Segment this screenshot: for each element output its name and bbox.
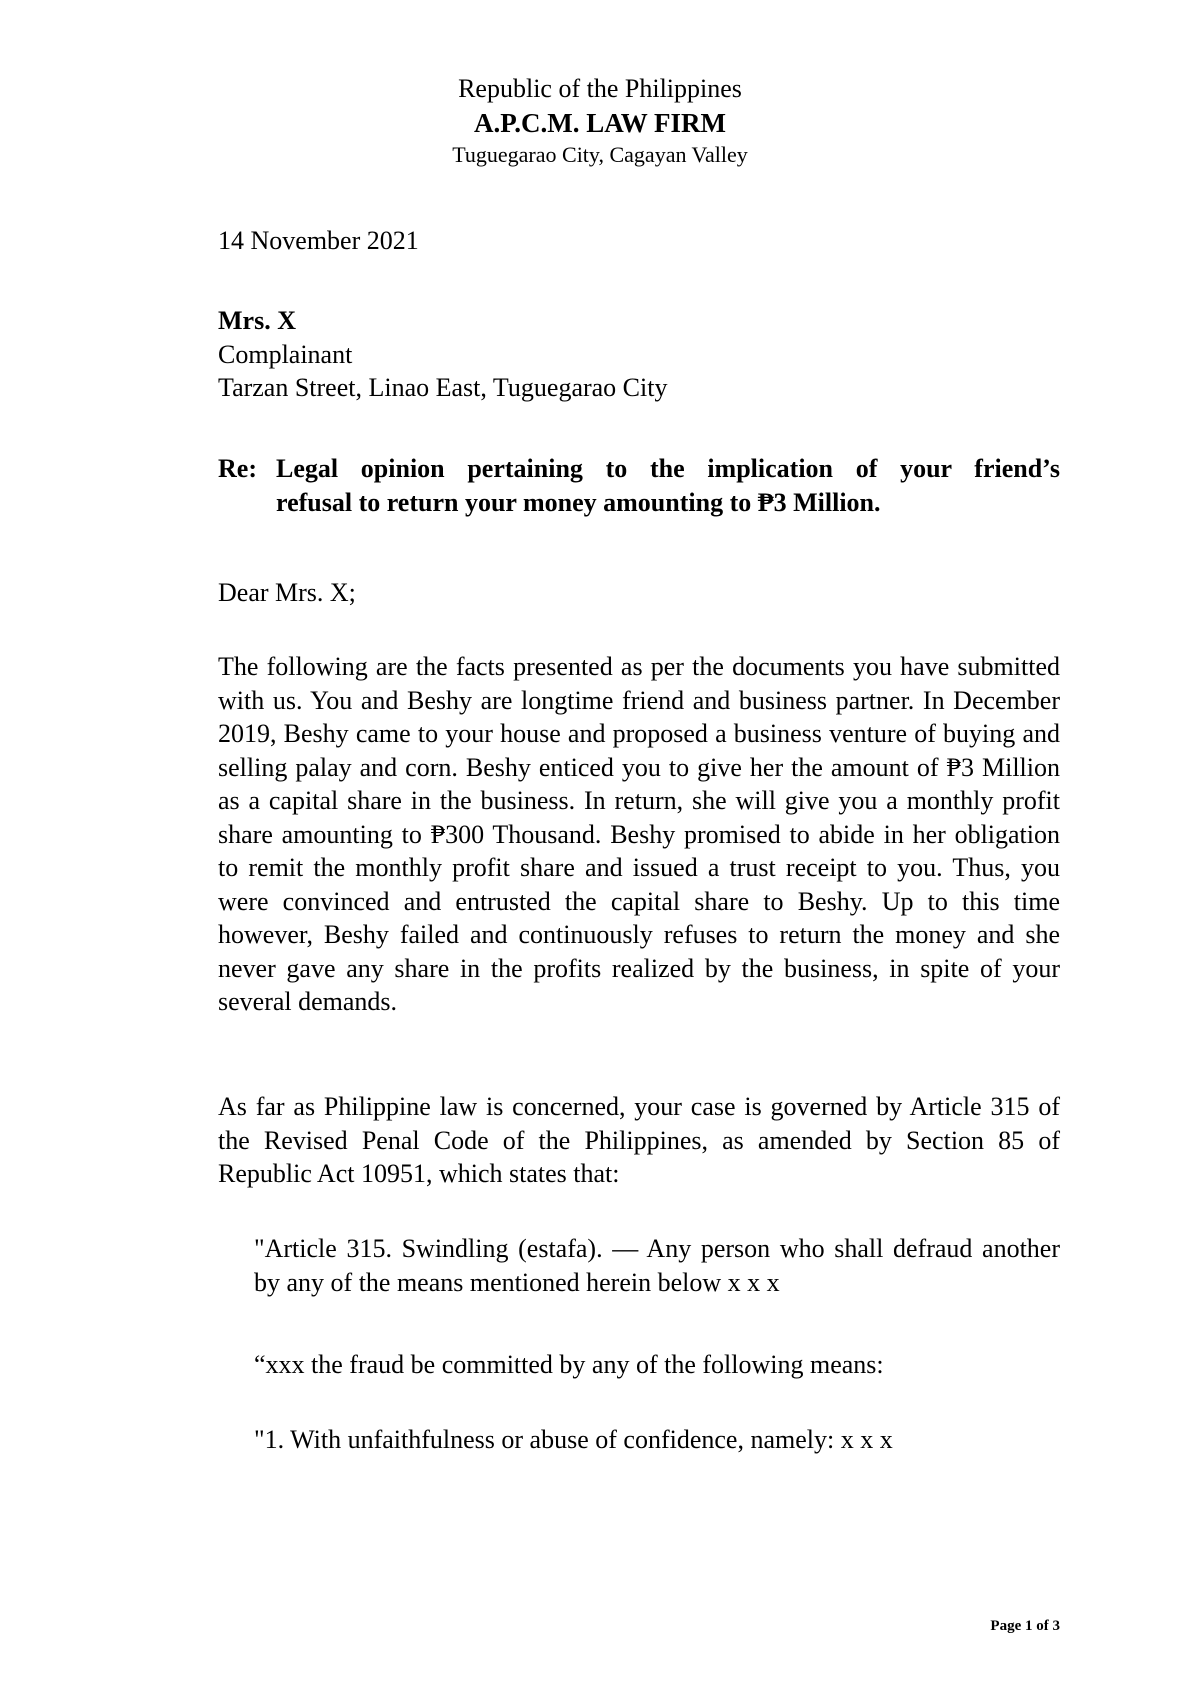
recipient-block xyxy=(218,304,1060,405)
facts-paragraph: The following are the facts presented as per the documents you have submitted with us. You and Beshy are longtime friend and business partner. In December 2019, Beshy came to your house and proposed a business venture of buying and selling palay and corn. Beshy enticed you to give her the amount of ₱3 Million as a capital share in the business. In return, she will give you a monthly profit share amounting to ₱300 Thousand. Beshy promised to abide in her obligation to remit the monthly profit share and issued a trust receipt to you. Thus, you were convinced and entrusted the capital share to Beshy. Up to this time however, Beshy failed and continuously refuses to return the money and she never gave any share in the profits realized by the business, in spite of your several demands. xyxy=(218,652,1060,1016)
quote-fraud-means: “xxx the fraud be committed by any of the following means: xyxy=(254,1350,884,1379)
letterhead-firm-name: A.P.C.M. LAW FIRM xyxy=(473,108,726,138)
letterhead xyxy=(0,72,1200,170)
recipient-address: Tarzan Street, Linao East, Tuguegarao City xyxy=(218,373,668,402)
recipient-role: Complainant xyxy=(218,339,353,369)
page-number: Page 1 of 3 xyxy=(990,1618,1060,1634)
salutation: Dear Mrs. X; xyxy=(218,578,356,607)
law-paragraph: As far as Philippine law is concerned, your case is governed by Article 315 of the Revised Penal Code of the Philippines, as amended by Section 85 of Republic Act 10951, which states that: xyxy=(218,1092,1060,1188)
recipient-name: Mrs. X xyxy=(218,306,296,335)
quote-article-315: "Article 315. Swindling (estafa). — Any person who shall defraud another by any of the means mentioned herein below x x x xyxy=(254,1234,1060,1297)
quote-unfaithfulness: "1. With unfaithfulness or abuse of confidence, namely: x x x xyxy=(254,1425,893,1454)
letterhead-address: Tuguegarao City, Cagayan Valley xyxy=(452,142,748,167)
letterhead-country: Republic of the Philippines xyxy=(458,74,742,103)
subject-text-line2: refusal to return your money amounting to ₱3 Million. xyxy=(276,487,881,517)
letter-date: 14 November 2021 xyxy=(218,226,419,255)
subject-label: Re: xyxy=(218,454,257,483)
subject-text-line1: Legal opinion pertaining to the implication of your friend’s xyxy=(276,454,1060,483)
subject-line xyxy=(218,452,1060,519)
